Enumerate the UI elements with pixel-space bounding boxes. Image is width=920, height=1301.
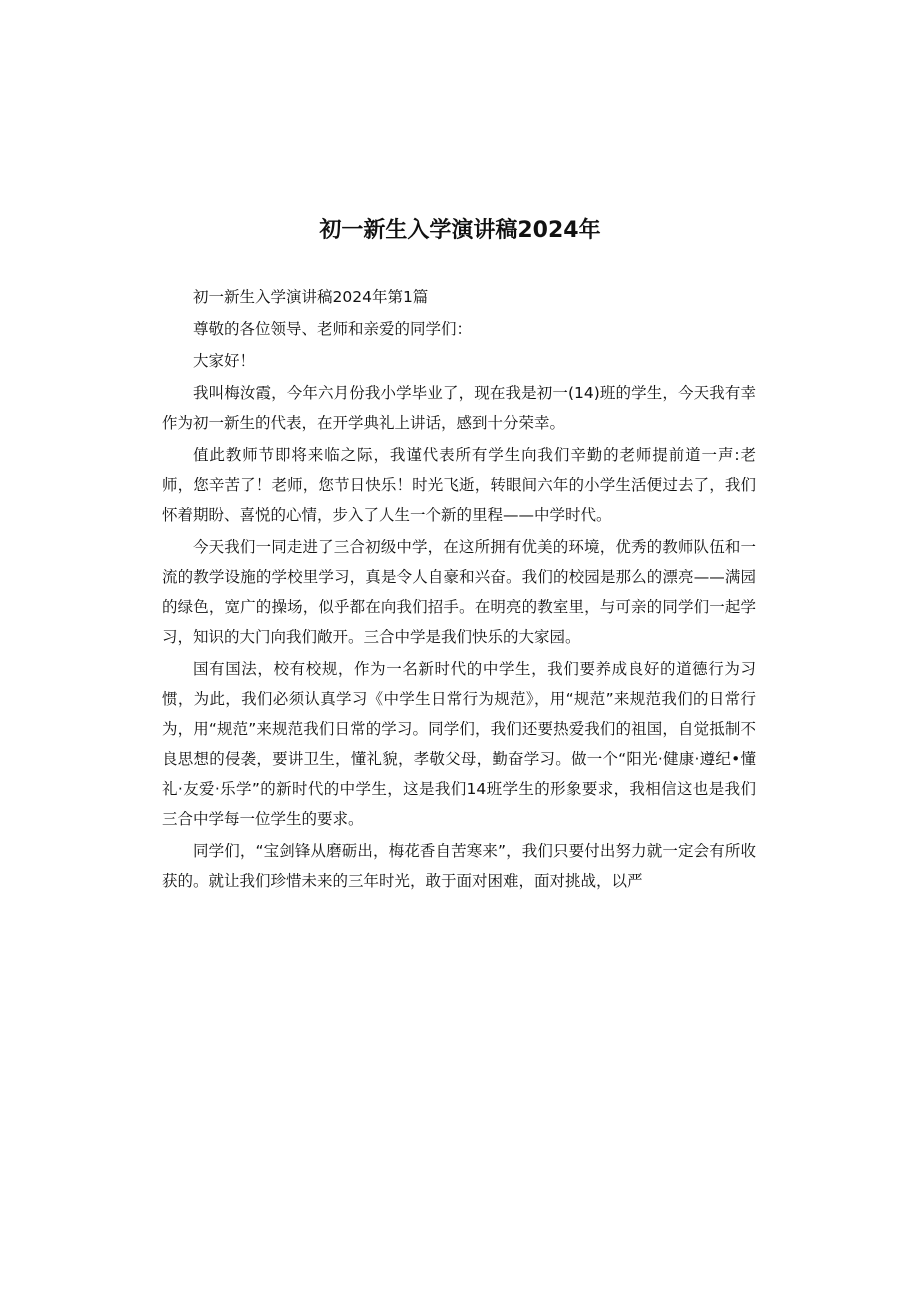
- greeting: 大家好！: [193, 352, 256, 370]
- paragraph-teachers-day: 值此教师节即将来临之际，我谨代表所有学生向我们辛勤的老师提前道一声:老师，您辛苦了！老师，您节日快乐！时光飞逝，转眼间六年的小学生活便过去了，我们怀着期盼、喜悦的心情，步入了人生一个新的里程——中学时代。: [162, 446, 756, 524]
- paragraph-rules: 国有国法，校有校规，作为一名新时代的中学生，我们要养成良好的道德行为习惯，为此，我们必须认真学习《中学生日常行为规范》，用“规范”来规范我们的日常行为，用“规范”来规范我们日常的学习。同学们，我们还要热爱我们的祖国，自觉抵制不良思想的侵袭，要讲卫生，懂礼貌，孝敬父母，勤奋学习。做一个“阳光·健康·遵纪•懂礼·友爱·乐学”的新时代的中学生，这是我们14班学生的形象要求，我相信这也是我们三合中学每一位学生的要求。: [162, 660, 756, 828]
- document-title: 初一新生入学演讲稿2024年: [319, 218, 601, 243]
- paragraph-closing: 同学们，“宝剑锋从磨砺出，梅花香自苦寒来”，我们只要付出努力就一定会有所收获的。就让我们珍惜未来的三年时光，敢于面对困难，面对挑战，以严: [162, 842, 756, 890]
- document-body: [162, 282, 756, 898]
- paragraph-school: 今天我们一同走进了三合初级中学，在这所拥有优美的环境，优秀的教师队伍和一流的教学设施的学校里学习，真是令人自豪和兴奋。我们的校园是那么的漂亮——满园的绿色，宽广的操场，似乎都在向我们招手。在明亮的教室里，与可亲的同学们一起学习，知识的大门向我们敞开。三合中学是我们快乐的大家园。: [162, 538, 756, 646]
- paragraph-introduction: 我叫梅汝霞，今年六月份我小学毕业了，现在我是初一(14)班的学生，今天我有幸作为初一新生的代表，在开学典礼上讲话，感到十分荣幸。: [162, 384, 756, 432]
- section-heading: 初一新生入学演讲稿2024年第1篇: [193, 288, 429, 306]
- salutation: 尊敬的各位领导、老师和亲爱的同学们：: [193, 320, 473, 338]
